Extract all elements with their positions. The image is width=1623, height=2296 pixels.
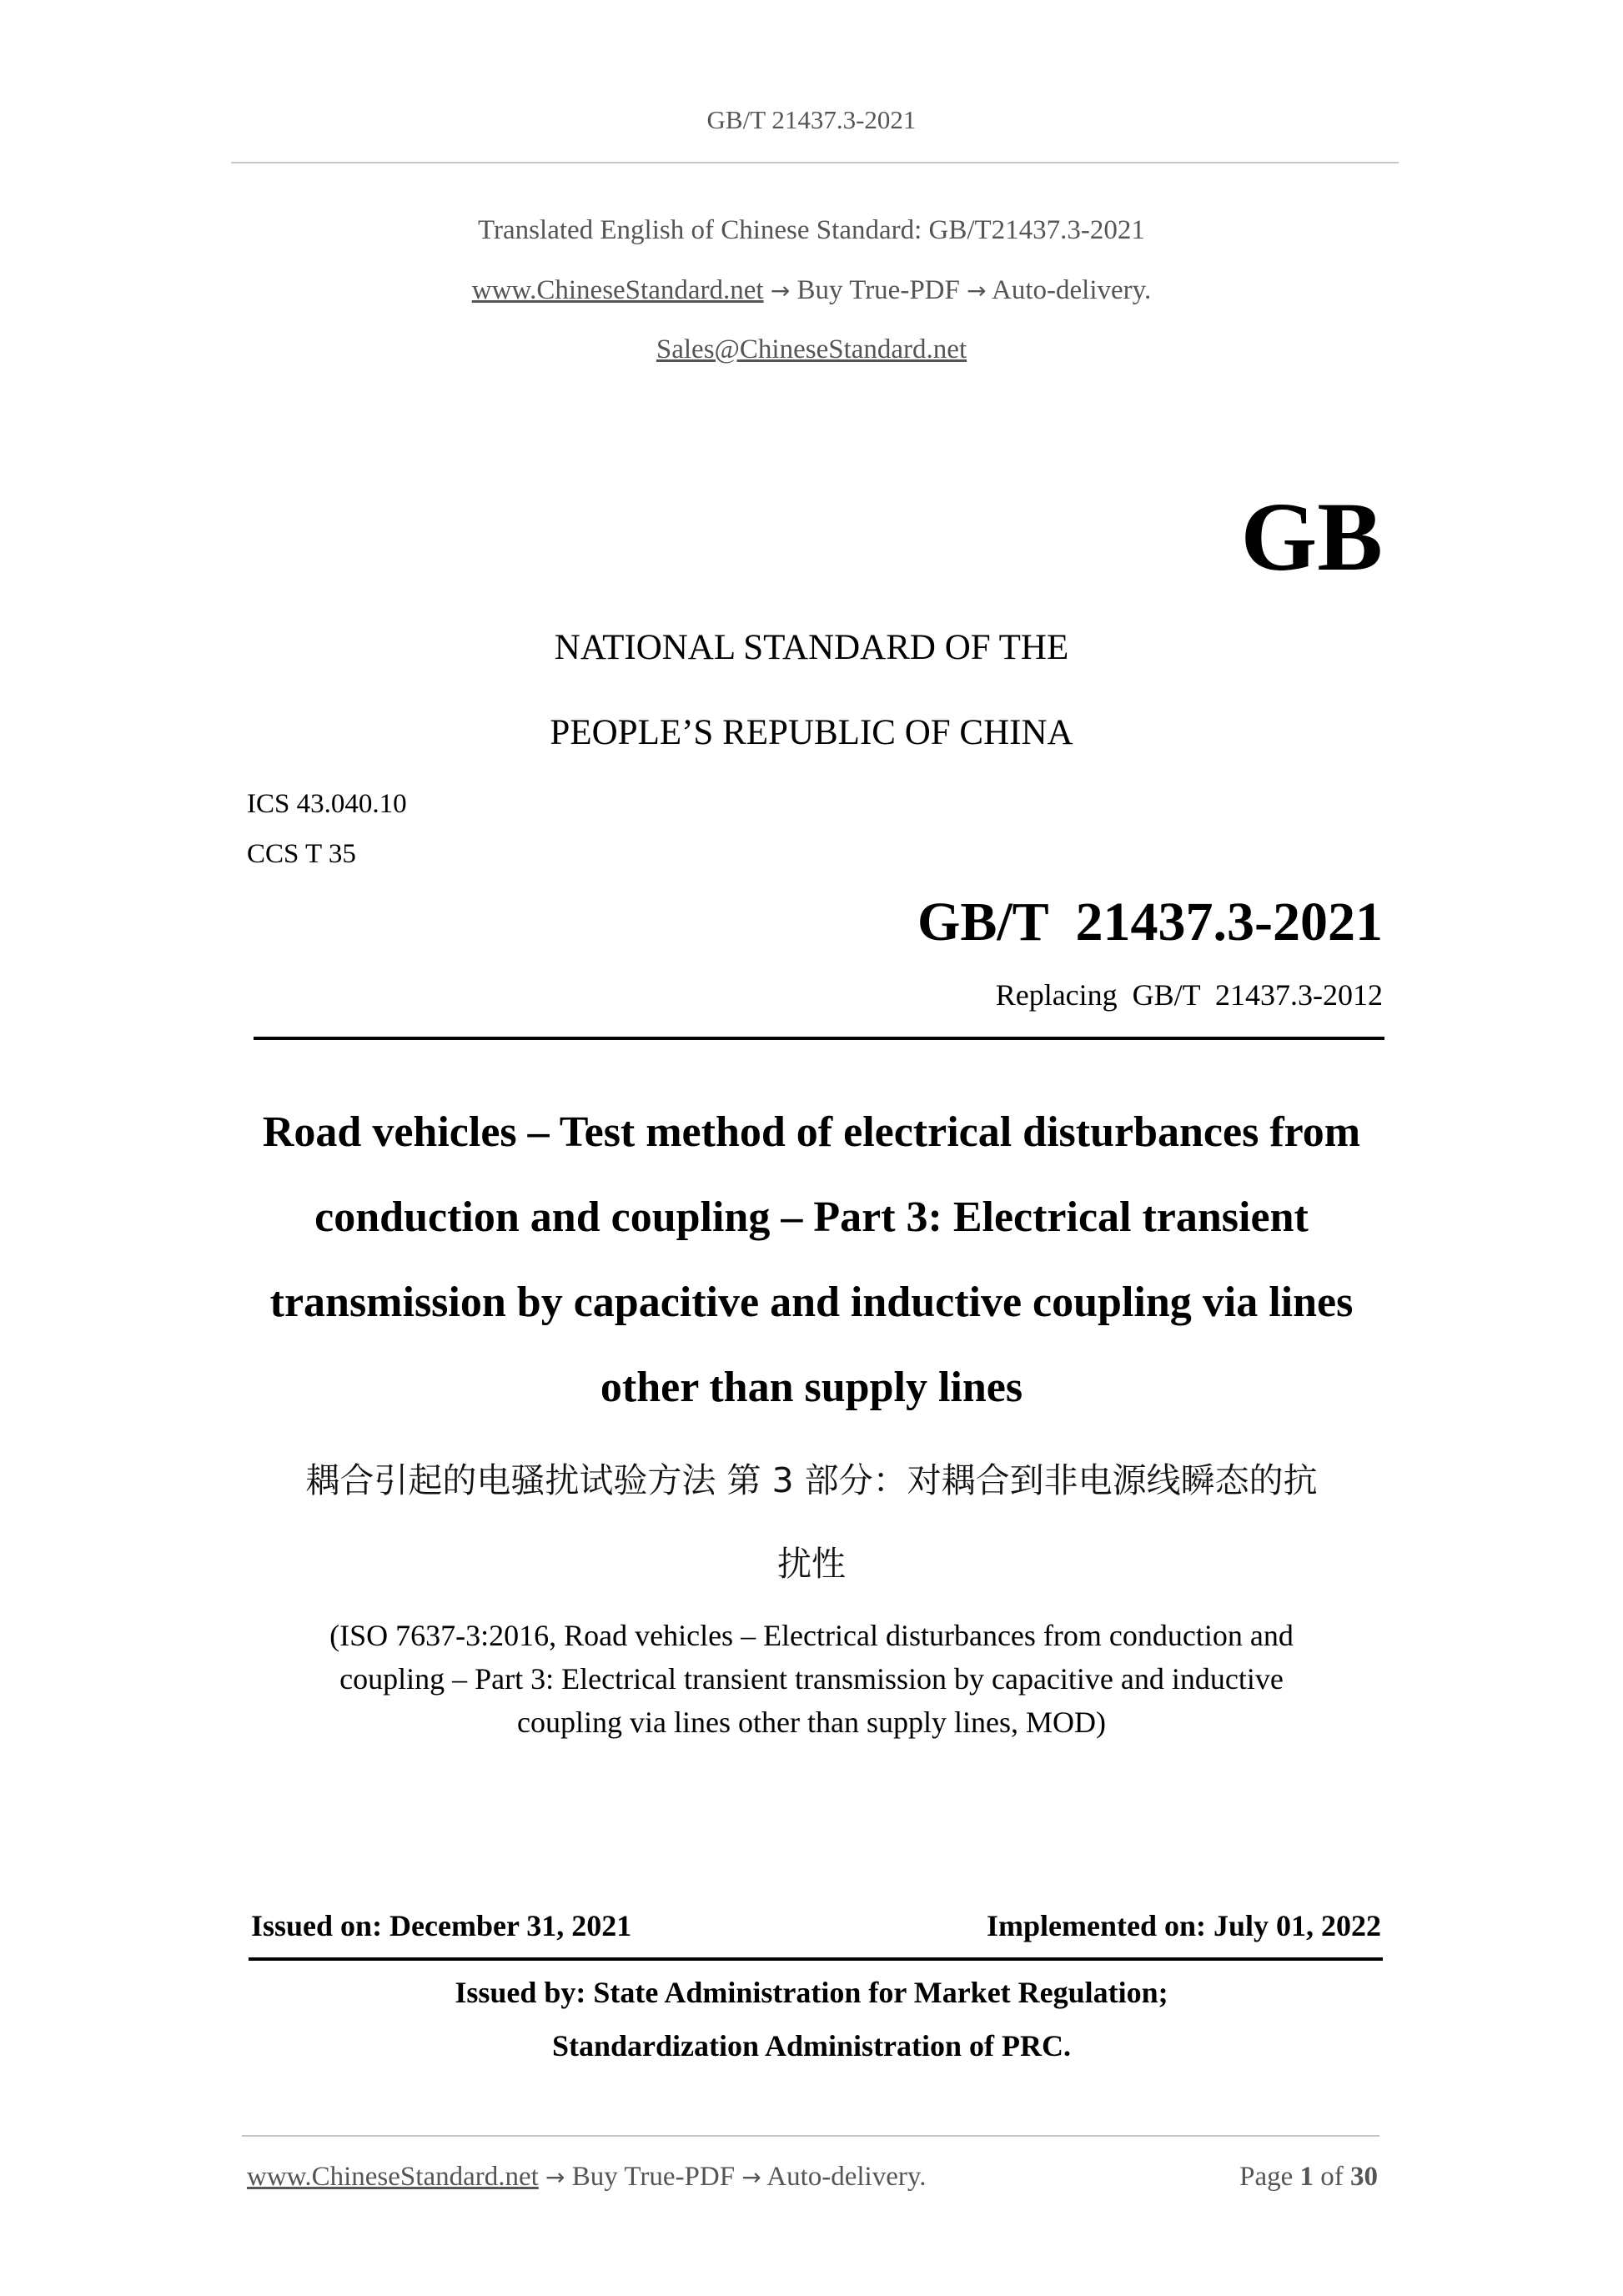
website-link[interactable]: www.ChineseStandard.net [471,275,764,305]
page-label: Page [1239,2162,1294,2192]
organization-line-2: PEOPLE’S REPUBLIC OF CHINA [550,713,1073,752]
ccs-code: CCS T 35 [247,839,356,869]
ics-code: ICS 43.040.10 [247,789,407,819]
title-line-2: conduction and coupling – Part 3: Electrical transient [314,1193,1309,1241]
page-number: 1 [1299,2162,1314,2192]
dates-divider [249,1957,1383,1961]
replacing-standard: Replacing GB/T 21437.3-2012 [995,978,1383,1012]
sales-email-link[interactable]: Sales@ChineseStandard.net [656,334,967,364]
total-pages: 30 [1350,2162,1378,2192]
implemented-date: Implemented on: July 01, 2022 [986,1909,1381,1942]
footer-divider [242,2135,1379,2137]
chinese-title-line-2: 扰性 [777,1544,846,1584]
promo-line [0,275,1623,306]
header-divider [231,162,1399,163]
iso-reference-line-1: (ISO 7637-3:2016, Road vehicles – Electrical disturbances from conduction and [329,1619,1294,1652]
buy-true-pdf-text: Buy True-PDF [796,275,960,305]
translation-notice: Translated English of Chinese Standard: GB/T21437.3-2021 [478,215,1145,245]
footer-delivery-text: Auto-delivery. [766,2162,927,2192]
iso-reference-line-3: coupling via lines other than supply lines, MOD) [517,1706,1106,1739]
gb-logo: GB [1240,482,1383,591]
title-divider [254,1037,1384,1040]
arrow-right-icon: → [967,277,987,304]
issuer-line-2: Standardization Administration of PRC. [551,2029,1072,2062]
auto-delivery-text: Auto-delivery. [992,275,1152,305]
arrow-right-icon: → [770,277,791,304]
footer-promo [247,2162,926,2193]
email-line [0,334,1623,365]
standard-number: GB/T 21437.3-2021 [917,892,1383,952]
page-indicator [1084,2162,1378,2193]
title-line-4: other than supply lines [600,1364,1023,1411]
footer-website-link[interactable]: www.ChineseStandard.net [247,2162,539,2192]
title-line-1: Road vehicles – Test method of electrical disturbances from [262,1108,1361,1156]
title-line-3: transmission by capacitive and inductive coupling via lines [269,1279,1354,1326]
arrow-right-icon: → [741,2163,761,2191]
organization-line-1: NATIONAL STANDARD OF THE [554,628,1069,667]
chinese-title-line-1: 耦合引起的电骚扰试验方法 第 3 部分：对耦合到非电源线瞬态的抗 [305,1460,1318,1500]
issuer-line-1: Issued by: State Administration for Market Regulation; [455,1976,1168,2009]
iso-reference-line-2: coupling – Part 3: Electrical transient transmission by capacitive and inductive [339,1662,1284,1696]
issued-date: Issued on: December 31, 2021 [251,1909,632,1942]
footer-buy-text: Buy True-PDF [571,2162,736,2192]
arrow-right-icon: → [545,2163,565,2191]
of-label: of [1320,2162,1344,2192]
running-header: GB/T 21437.3-2021 [706,105,917,134]
